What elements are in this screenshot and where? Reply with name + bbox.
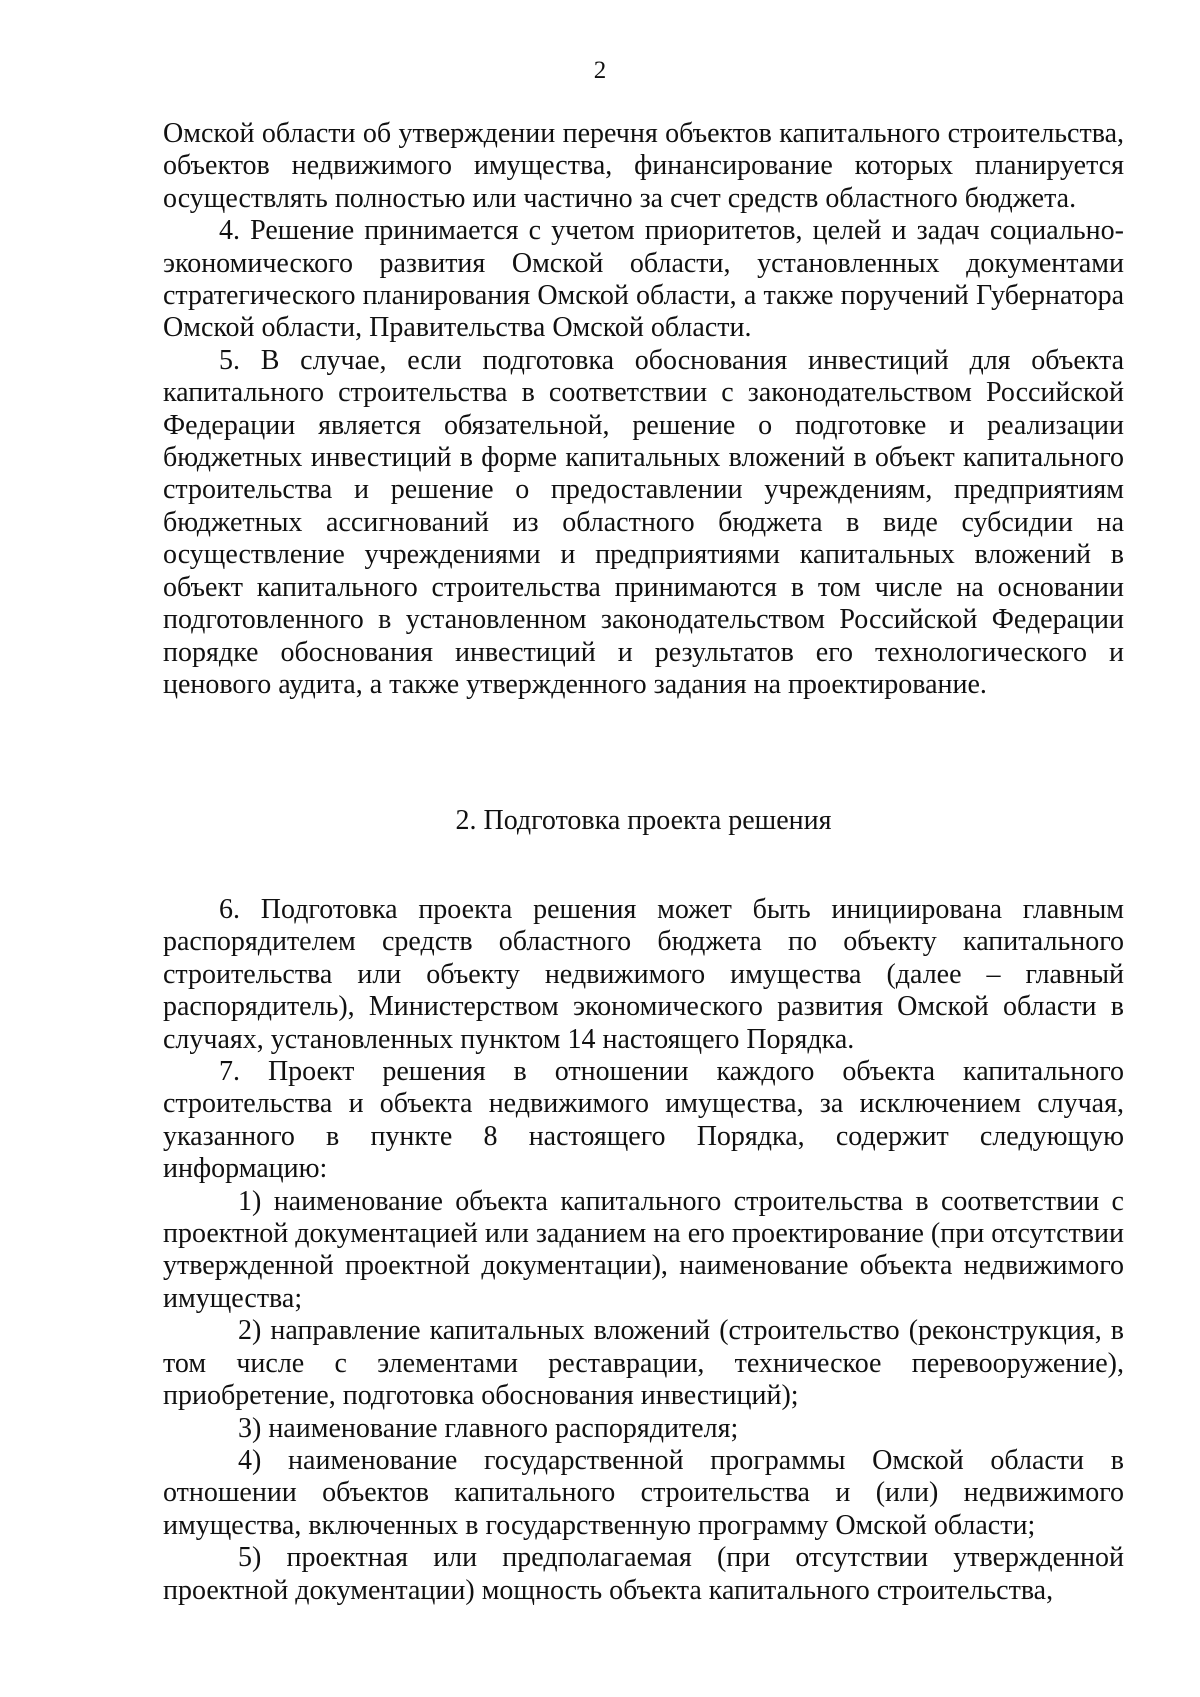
page-number: 2 (593, 57, 607, 84)
section-heading: 2. Подготовка проекта решения (455, 805, 832, 836)
paragraph-item-6: 6. Подготовка проекта решения может быть инициирована главным распорядителем средств областного бюджета по объекту капитального строительства или объекту недвижимого имущества (далее – главный распорядитель), Министерством экономического развития Омской области в случаях, установленных пунктом 14 настоящего Порядка. (163, 894, 1124, 1055)
paragraph-continuation: Омской области об утверждении перечня объектов капитального строительства, объектов недвижимого имущества, финансирование которых планируется осуществлять полностью или частично за счет средств областного бюджета. (163, 118, 1124, 214)
subitem-1: 1) наименование объекта капитального строительства в соответствии с проектной документацией или заданием на его проектирование (при отсутствии утвержденной проектной документации), наименование объекта недвижимого имущества; (163, 1185, 1124, 1314)
paragraph-item-5: 5. В случае, если подготовка обоснования инвестиций для объекта капитального строительства в соответствии с законодательством Российской Федерации является обязательной, решение о подготовке и реализации бюджетных инвестиций в форме капитальных вложений в объект капитального строительства и решение о предоставлении учреждениям, предприятиям бюджетных ассигнований из областного бюджета в виде субсидии на осуществление учреждениями и предприятиями капитальных вложений в объект капитального строительства принимаются в том числе на основании подготовленного в установленном законодательством Российской Федерации порядке обоснования инвестиций и результатов его технологического и ценового аудита, а также утвержденного задания на проектирование. (163, 344, 1124, 700)
subitem-3: 3) наименование главного распорядителя; (238, 1412, 739, 1444)
text-block-bottom (163, 894, 1124, 1607)
subitem-2: 2) направление капитальных вложений (строительство (реконструкция, в том числе с элементами реставрации, техническое перевооружение), приобретение, подготовка обоснования инвестиций); (163, 1315, 1124, 1412)
subitem-4: 4) наименование государственной программы Омской области в отношении объектов капитального строительства и (или) недвижимого имущества, включенных в государственную программу Омской области; (163, 1444, 1124, 1541)
paragraph-item-4: 4. Решение принимается с учетом приоритетов, целей и задач социально-экономического развития Омской области, установленных документами стратегического планирования Омской области, а также поручений Губернатора Омской области, Правительства Омской области. (163, 215, 1124, 344)
subitem-5: 5) проектная или предполагаемая (при отсутствии утвержденной проектной документации) мощность объекта капитального строительства, (163, 1542, 1124, 1606)
paragraph-item-7: 7. Проект решения в отношении каждого объекта капитального строительства и объекта недвижимого имущества, за исключением случая, указанного в пункте 8 настоящего Порядка, содержит следующую информацию: (163, 1056, 1124, 1185)
text-block-top (163, 118, 1124, 701)
